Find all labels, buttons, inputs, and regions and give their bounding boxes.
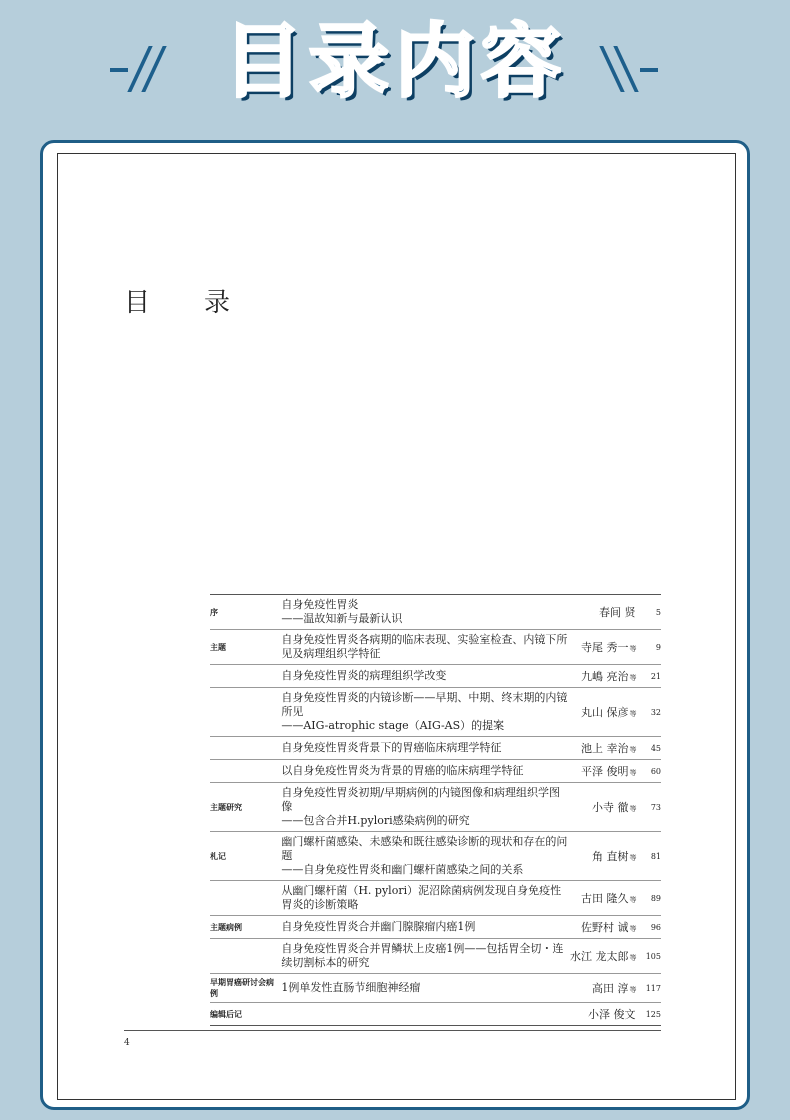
toc-author-name: 古田 隆久	[581, 892, 629, 905]
toc-author-suffix: 等	[629, 710, 637, 718]
page-number: 4	[124, 1038, 130, 1048]
toc-author	[569, 688, 637, 737]
toc-row	[210, 974, 661, 1003]
toc-title-text: 自身免疫性胃炎 ——温故知新与最新认识	[281, 598, 403, 625]
toc-section	[210, 939, 281, 974]
toc-title	[281, 595, 568, 630]
toc-section: 序	[210, 595, 281, 630]
toc-author-suffix: 等	[629, 805, 637, 813]
toc-row	[210, 939, 661, 974]
toc-author	[569, 939, 637, 974]
toc-title	[281, 760, 568, 783]
toc-title	[281, 665, 568, 688]
toc-table	[210, 594, 661, 1026]
toc-author-name: 角 直树	[592, 850, 629, 863]
toc-row	[210, 832, 661, 881]
page-frame	[40, 140, 750, 1110]
toc-author-name: 水江 龙太郎	[570, 950, 629, 963]
toc-title-text: 自身免疫性胃炎的病理组织学改变	[281, 669, 447, 682]
toc-page: 89	[637, 881, 661, 916]
toc-row	[210, 630, 661, 665]
toc-author-name: 丸山 保彦	[581, 706, 629, 719]
toc-page: 117	[637, 974, 661, 1003]
toc-title-text: 以自身免疫性胃炎为背景的胃癌的临床病理学特征	[281, 764, 524, 777]
banner	[0, 0, 790, 130]
toc-title-text: 自身免疫性胃炎的内镜诊断——早期、中期、终末期的内镜所见 ——AIG-atrophic stage（AIG-AS）的提案	[281, 691, 568, 732]
toc-author	[569, 916, 637, 939]
toc-title	[281, 832, 568, 881]
toc-author	[569, 974, 637, 1003]
toc-author	[569, 1003, 637, 1026]
toc-row	[210, 737, 661, 760]
toc-title-text: 自身免疫性胃炎各病期的临床表现、实验室检查、内镜下所见及病理组织学特征	[281, 633, 568, 660]
toc-author	[569, 783, 637, 832]
toc-section: 早期胃癌研讨会病例	[210, 974, 281, 1003]
toc-author-name: 九嶋 亮治	[581, 670, 629, 683]
toc-author-suffix: 等	[629, 645, 637, 653]
toc-author-suffix: 等	[629, 746, 637, 754]
toc-author-suffix: 等	[629, 896, 637, 904]
toc-title-text: 自身免疫性胃炎背景下的胃癌临床病理学特征	[281, 741, 502, 754]
bottom-rule	[124, 1030, 661, 1031]
toc-page: 21	[637, 665, 661, 688]
toc-title	[281, 1003, 568, 1026]
toc-author-name: 小寺 徹	[592, 801, 629, 814]
toc-title	[281, 688, 568, 737]
toc-author-name: 平泽 俊明	[581, 765, 629, 778]
toc-author-name: 高田 淳	[592, 982, 629, 995]
toc-author-suffix: 等	[629, 854, 637, 862]
toc-title	[281, 916, 568, 939]
toc-row	[210, 916, 661, 939]
toc-author	[569, 630, 637, 665]
toc-section	[210, 688, 281, 737]
toc-row	[210, 783, 661, 832]
toc-author-name: 春间 贤	[599, 606, 636, 619]
toc-author-name: 佐野村 诚	[581, 921, 629, 934]
toc-author-suffix: 等	[629, 769, 637, 777]
toc-row	[210, 881, 661, 916]
toc-author	[569, 832, 637, 881]
toc-title	[281, 974, 568, 1003]
page-title: 目 录	[124, 288, 245, 318]
toc-section	[210, 881, 281, 916]
toc-title-text: 自身免疫性胃炎初期/早期病例的内镜图像和病理组织学图像 ——包含合并H.pylori感染病例的研究	[281, 786, 561, 827]
toc-author-suffix: 等	[629, 986, 637, 994]
document-page	[57, 153, 736, 1100]
toc-author-suffix: 等	[629, 674, 637, 682]
toc-title-text: 自身免疫性胃炎合并胃鳞状上皮癌1例——包括胃全切・连续切割标本的研究	[281, 942, 564, 969]
toc-row	[210, 688, 661, 737]
banner-title: 目录内容	[223, 15, 567, 108]
toc-page: 125	[645, 1009, 661, 1019]
toc-author-suffix: 等	[629, 954, 637, 962]
toc-row	[210, 760, 661, 783]
toc-page: 9	[637, 630, 661, 665]
toc-section	[210, 665, 281, 688]
right-slash-decoration	[600, 38, 670, 98]
toc-section	[210, 737, 281, 760]
toc-page: 60	[637, 760, 661, 783]
toc-author	[569, 760, 637, 783]
toc-author-name: 寺尾 秀一	[581, 641, 629, 654]
toc-page: 105	[637, 939, 661, 974]
toc-page: 73	[637, 783, 661, 832]
toc-section: 编辑后记	[210, 1009, 242, 1019]
toc-page: 32	[637, 688, 661, 737]
toc-row	[210, 1003, 661, 1026]
toc-title	[281, 783, 568, 832]
toc-author-name: 小泽 俊文	[588, 1008, 636, 1021]
toc-row	[210, 595, 661, 630]
toc-author	[569, 881, 637, 916]
toc-author	[569, 737, 637, 760]
toc-author	[569, 595, 637, 630]
toc-section: 札记	[210, 832, 281, 881]
toc-page: 81	[637, 832, 661, 881]
toc-title-text: 自身免疫性胃炎合并幽门腺腺瘤内癌1例	[281, 920, 476, 933]
toc-section	[210, 760, 281, 783]
toc-title	[281, 881, 568, 916]
toc-title-text: 幽门螺杆菌感染、未感染和既往感染诊断的现状和存在的问题 ——自身免疫性胃炎和幽门螺杆菌感染之间的关系	[281, 835, 568, 876]
toc-page: 5	[637, 595, 661, 630]
toc-page: 45	[637, 737, 661, 760]
toc-row	[210, 665, 661, 688]
toc-title-text: 从幽门螺杆菌（H. pylori）泥沼除菌病例发现自身免疫性胃炎的诊断策略	[281, 884, 562, 911]
toc-author-suffix: 等	[629, 925, 637, 933]
toc-section: 主题研究	[210, 783, 281, 832]
toc-section: 主题	[210, 630, 281, 665]
toc-title	[281, 737, 568, 760]
toc-title	[281, 939, 568, 974]
toc-author-name: 池上 幸治	[581, 742, 629, 755]
toc-title-text: 1例单发性直肠节细胞神经瘤	[281, 981, 421, 994]
toc-title	[281, 630, 568, 665]
toc-page: 96	[637, 916, 661, 939]
toc-author	[569, 665, 637, 688]
toc-section: 主题病例	[210, 916, 281, 939]
